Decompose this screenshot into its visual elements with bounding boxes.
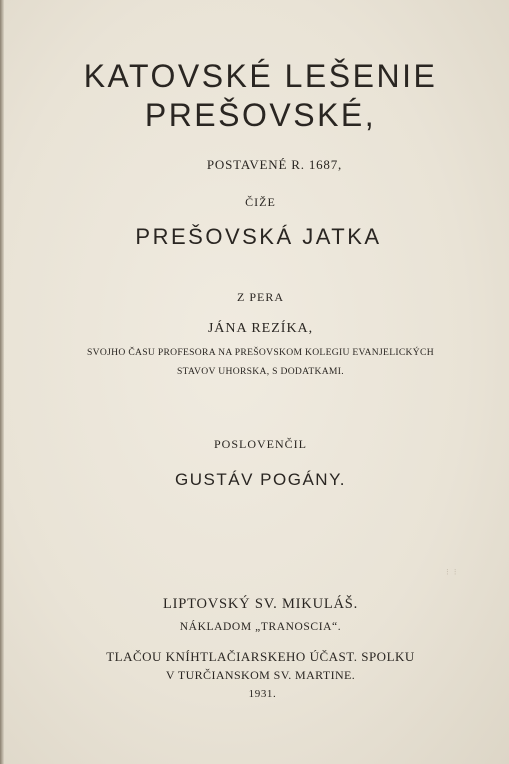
by-label: Z PERA [236, 290, 284, 304]
publication-place: LIPTOVSKÝ SV. MIKULÁŠ. [162, 596, 359, 612]
publisher: NÁKLADOM „TRANOSCIA“. [179, 621, 342, 633]
alternate-title: PREŠOVSKÁ JATKA [135, 224, 382, 249]
subtitle-conjunction: ČIŽE [245, 195, 276, 209]
translated-by-label: POSLOVENČIL [213, 437, 307, 451]
author-description-line-1: SVOJHO ČASU PROFESORA NA PREŠOVSKOM KOLEGIU EVANJELICKÝCH [87, 347, 434, 358]
printer-line-1: TLAČOU KNÍHTLAČIARSKEHO ÚČAST. SPOLKU [106, 649, 415, 664]
translator-name: GUSTÁV POGÁNY. [175, 470, 346, 489]
page-edge-shadow [0, 0, 4, 764]
book-title-line-1: KATOVSKÉ LEŠENIE [83, 58, 438, 94]
book-title-line-2: PREŠOVSKÉ, [144, 97, 377, 133]
subtitle-erected-year: POSTAVENÉ R. 1687, [206, 157, 343, 172]
ink-smudge: ⁝ ⁝ [446, 568, 458, 578]
author-name: JÁNA REZÍKA, [207, 321, 314, 336]
author-description-line-2: STAVOV UHORSKA, S DODATKAMI. [177, 366, 344, 377]
printer-line-2: V TURČIANSKOM SV. MARTINE. [165, 668, 356, 682]
publication-year: 1931. [248, 688, 277, 700]
